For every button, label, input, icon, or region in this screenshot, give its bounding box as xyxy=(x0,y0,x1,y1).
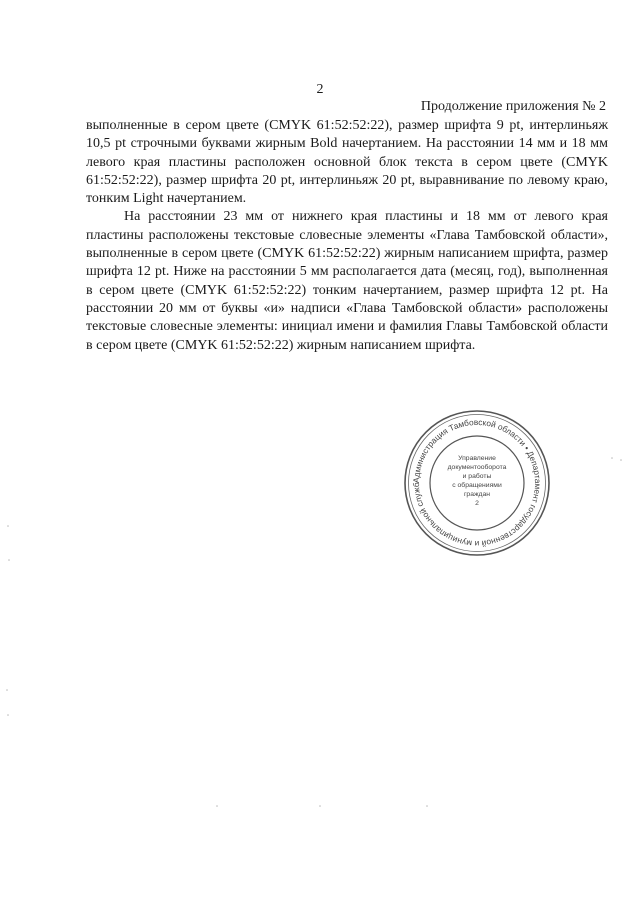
appendix-label: Продолжение приложения № 2 xyxy=(420,99,606,114)
stamp-center xyxy=(440,446,514,520)
stamp-line-1: Управление xyxy=(458,455,496,462)
paragraph-2: На расстоянии 23 мм от нижнего края пластины и 18 мм от левого края пластины расположены текстовые словесные элементы «Глава Тамбовской области», выполненные в сером цвете (CMYK 61:52:52:22) жирным написанием шрифта, размер шрифта 12 pt. Ниже на расстоянии 5 мм располагается дата (месяц, год), выполненная в сером цвете (CMYK 61:52:52:22) тонким начертанием, размер шрифта 12 pt. На расстоянии 20 мм от буквы «и» надписи «Глава Тамбовской области» расположены текстовые словесные элементы: инициал имени и фамилия Главы Тамбовской области в сером цвете (CMYK 61:52:52:22) жирным написанием шрифта. xyxy=(86,209,608,353)
stamp-line-2: документооборота xyxy=(447,464,507,471)
stamp-line-4: с обращениями xyxy=(452,482,502,489)
stamp-line-5: граждан xyxy=(463,491,491,498)
stamp-ring-text: Администрация Тамбовской области • Департамент государственной и муниципальной служб xyxy=(410,416,544,550)
stamp-line-6: 2 xyxy=(475,500,479,507)
stamp-line-3: и работы xyxy=(462,473,492,480)
paragraph-1: выполненные в сером цвете (CMYK 61:52:52:22), размер шрифта 9 pt, интерлиньяж 10,5 pt строчными буквами жирным Bold начертанием. На расстоянии 14 мм и 18 мм левого края пластины расположен основной блок текста в сером цвете (CMYK 61:52:52:22), размер шрифта 20 pt, интерлиньяж 20 pt, выравнивание по левому краю, тонким Light начертанием. xyxy=(86,118,608,207)
body-text xyxy=(86,117,608,355)
official-stamp xyxy=(402,408,552,558)
page-number: 2 xyxy=(316,82,324,97)
